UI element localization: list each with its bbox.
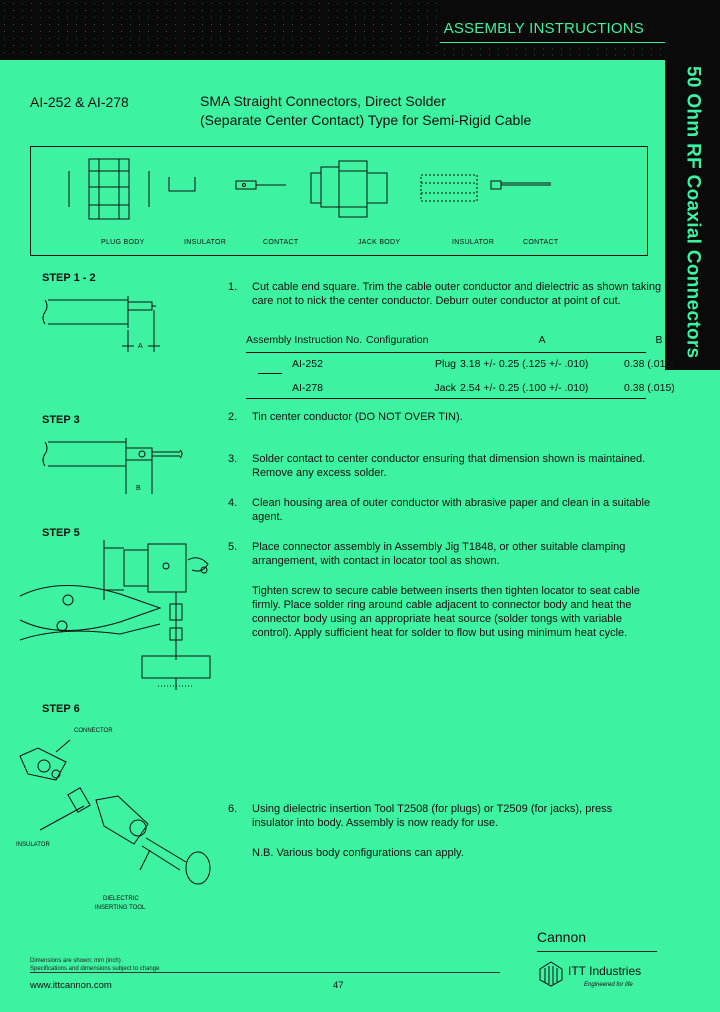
instruction-1-number: 1. xyxy=(228,281,238,293)
inserting-tool-label: INSERTING TOOL xyxy=(95,905,146,911)
table-cell: 3.18 +/- 0.25 (.125 +/- .010) xyxy=(460,358,589,370)
connector-label: CONNECTOR xyxy=(74,728,113,734)
footer-rule xyxy=(30,972,500,973)
dim-b-label: B xyxy=(136,485,141,492)
part-label-insulator-2: INSULATOR xyxy=(452,239,495,246)
step-6-label: STEP 6 xyxy=(42,703,80,715)
product-title-line2: (Separate Center Contact) Type for Semi-Rigid Cable xyxy=(200,112,532,128)
company-tagline: Engineered for life xyxy=(584,982,633,988)
instruction-6-number: 6. xyxy=(228,803,238,815)
dielectric-label: DIELECTRIC xyxy=(103,896,139,902)
part-label-contact-2: CONTACT xyxy=(523,239,559,246)
instruction-3-number: 3. xyxy=(228,453,238,465)
part-label-plug-body: PLUG BODY xyxy=(101,239,145,246)
table-header: Configuration xyxy=(366,334,429,346)
table-cell: AI-252 xyxy=(292,358,323,370)
step-5-figure xyxy=(20,540,210,690)
table-header-row xyxy=(246,328,694,352)
footnote xyxy=(30,957,159,973)
insulator-2-drawing xyxy=(421,175,477,201)
table-header: Assembly Instruction No. xyxy=(246,334,363,346)
instruction-6-note: N.B. Various body configurations can apply. xyxy=(252,847,464,859)
table-rule-short xyxy=(258,373,282,374)
instruction-4-text: Clean housing area of outer conductor with abrasive paper and clean in a suitable agent. xyxy=(252,497,651,523)
footnote-line-2: Specifications and dimensions subject to change xyxy=(30,966,160,972)
section-title: ASSEMBLY INSTRUCTIONS xyxy=(443,20,644,37)
header-rule xyxy=(440,42,665,43)
table-cell: 0.38 (.015) xyxy=(624,382,675,394)
instruction-5-number: 5. xyxy=(228,541,238,553)
instruction-1-text: Cut cable end square. Trim the cable outer conductor and dielectric as shown taking care not to nick the center conductor. Deburr outer conductor at point of cut. xyxy=(252,281,662,307)
instruction-2-number: 2. xyxy=(228,411,238,423)
table-cell: AI-278 xyxy=(292,382,323,394)
table-cell: 2.54 +/- 0.25 (.100 +/- .010) xyxy=(460,382,589,394)
step-figures xyxy=(0,0,250,920)
step-1-2-label: STEP 1 - 2 xyxy=(42,272,96,284)
instruction-3-text: Solder contact to center conductor ensuring that dimension shown is maintained. Remove any excess solder. xyxy=(252,453,646,479)
table-rule xyxy=(246,398,646,399)
brand-rule xyxy=(537,951,657,952)
instruction-5-detail: Tighten screw to secure cable between inserts then tighten locator to seat cable firmly. Place solder ring around cable adjacent to connector body and heat the connector body using an appropriate heat source (solder tongs with variable control). Apply sufficient heat for solder to flow but using minimum heat cycle. xyxy=(252,585,640,639)
itt-logo-icon xyxy=(538,960,564,988)
company-name: ITT Industries xyxy=(568,964,642,978)
website-link[interactable]: www.ittcannon.com xyxy=(30,980,112,991)
instruction-2-text: Tin center conductor (DO NOT OVER TIN). xyxy=(252,411,463,423)
instruction-5-text: Place connector assembly in Assembly Jig T1848, or other suitable clamping arrangement, with contact in locator tool as shown. xyxy=(252,541,626,567)
page-number: 47 xyxy=(333,980,344,991)
header-dot-texture-right xyxy=(440,46,665,58)
step-3-figure xyxy=(43,438,182,494)
table-row xyxy=(246,352,694,376)
table-header: A xyxy=(538,334,546,346)
step-5-label: STEP 5 xyxy=(42,527,80,539)
product-title-line1: SMA Straight Connectors, Direct Solder xyxy=(200,93,446,109)
table-cell: Jack xyxy=(434,382,456,394)
brand-name: Cannon xyxy=(537,929,587,945)
contact-2-drawing xyxy=(491,181,551,189)
product-code: AI-252 & AI-278 xyxy=(30,94,129,110)
step-3-label: STEP 3 xyxy=(42,414,80,426)
table-cell: Plug xyxy=(434,358,456,370)
part-label-insulator: INSULATOR xyxy=(184,239,227,246)
instruction-4-number: 4. xyxy=(228,497,238,509)
part-label-contact: CONTACT xyxy=(263,239,299,246)
step-6-figure xyxy=(20,740,210,884)
part-label-jack-body: JACK BODY xyxy=(358,239,401,246)
jack-body-drawing xyxy=(311,161,387,217)
footnote-line-1: Dimensions are shown: mm (inch) xyxy=(30,958,121,964)
table-header: B xyxy=(655,334,663,346)
instruction-6-text: Using dielectric insertion Tool T2508 (for plugs) or T2509 (for jacks), press insulator into body. Assembly is now ready for use. xyxy=(252,803,613,829)
insulator-fig-label: INSULATOR xyxy=(16,842,50,848)
sidebar-title: 50 Ohm RF Coaxial Connectors xyxy=(682,66,704,359)
dim-a-label: A xyxy=(138,343,143,350)
table-row xyxy=(246,376,694,400)
dimension-table xyxy=(246,328,694,400)
table-rule xyxy=(246,352,646,353)
table-cell: 0.38 (.015) xyxy=(624,358,675,370)
